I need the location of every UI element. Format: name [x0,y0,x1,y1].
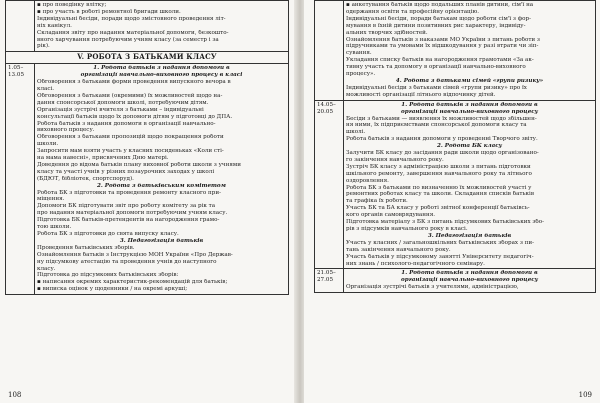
text-line: виховного процесу. [37,127,95,134]
text-line: про надання матеріальної допомоги потребуючим учням класу. [37,210,228,217]
text-line: підручниками та умовами їх відшкодування у разі втрати чи зіп- [346,43,539,50]
subsection-heading: 2. Робота БК класу [436,143,503,150]
text-line: школі. [346,129,366,136]
subsection-heading: організації навчально-виховного процесу [400,108,539,115]
text-line: ремонтних роботах класу та школи. Складання списків батьків [346,191,534,198]
content-cell [344,100,596,269]
text-line: Обговорення з батьками форми проведення випускного вечора в [37,79,231,86]
subsection-heading: 3. Педагогізація батьків [427,232,512,239]
text-line: альних творчих здібностей. [346,29,428,36]
bullet-item: ▪ виписка оцінок у щоденники / на окремі аркуші; [37,286,286,293]
content-cell [344,269,596,293]
text-line: тань закінчення навчального року. [346,246,451,253]
text-line: Участь БК та БА класу у роботі звітної конференції батьківсь- [346,205,530,212]
text-line: Проведення батьківських зборів. [37,244,135,251]
text-line: (БДЮТ, бібліотек, спортспоруд). [37,175,134,182]
text-line: Підготовка до підсумкових батьківських зборів: [37,272,179,279]
text-line: Укладання списку батьків на нагородження грамотами «За ак- [346,57,534,64]
text-line: одержання освіти та професійну орієнтацію. [346,8,480,15]
date-line: 14.05– [317,101,336,108]
bullet-item: ▪ про поведінку влітку; [37,2,286,9]
text-line: класу. [37,265,56,272]
text-line: Індивідуальні бесіди з батьками сімей «групи ризику» про їх [346,84,527,91]
bullet-item: ▪ про участь в роботі ремонтної бригади школи. [37,9,286,16]
bullet-item: ▪ анкетування батьків щодо подальших планів дитини, сім'ї на [346,2,593,9]
text-line: Підготовка БК батьків-претендентів на нагородження грамо- [37,217,220,224]
text-line: дання спонсорської допомоги школі, потребуючим дітям. [37,99,209,106]
text-line: кого органів самоврядування. [346,212,436,219]
text-line: них знань / психолого-педагогічного семінару. [346,260,485,267]
text-line: Робота БК з підготовки та проведення ремонту класного при- [37,189,221,196]
text-line: рік). [37,43,50,50]
text-line: можливості організації літнього відпочинку дітей. [346,91,496,98]
text-line: Доведення до відома батьків плану виховної роботи школи з учнями [37,161,241,168]
bullet-item: ▪ написання окремих характеристик-рекомендацій для батьків; [37,279,286,286]
content-cell [35,64,289,295]
text-line: тивну участь та допомогу в організації навчально-виховного [346,64,526,71]
text-line: Запросити мам взяти участь у класних посиденьках «Коли сті- [37,148,224,155]
text-line: Підготовка матеріалу з БК з питань підсумкових батьківських збо- [346,219,545,226]
text-line: Робота БК з підготовки до свята випуску класу. [37,231,179,237]
text-line: вного харчування потребуючим учням класу (за семестр і за [37,36,219,43]
text-line: Участь у класних / загальношкільних батьківських зборах з пи- [346,239,535,246]
text-line: Індивідуальні бесіди, поради батькам щодо роботи сім'ї з фор- [346,15,531,22]
text-line: сування. [346,50,372,57]
content-cell [344,1,596,101]
text-line: Робота батьків з надання допомоги у проведенні Творчого звіту. [346,136,538,143]
table-row [6,64,289,295]
text-line: та графіка їх роботи. [346,198,408,205]
table-row [315,269,596,293]
text-line: Зустріч БК класу з адміністрацією школи з питань підготовки [346,163,531,170]
subsection-heading: 2. Робота з батьківським комітетом [97,182,226,189]
section-row [6,52,289,64]
text-line: Робота БК з батьками по визначенню їх можливостей участі у [346,184,532,191]
left-schedule-table [5,0,289,295]
section-title: V. РОБОТА З БАТЬКАМИ КЛАСУ [6,52,289,64]
text-line: ніх канікул. [37,22,72,29]
text-line: Складання звіту про надання матеріальної допомоги, безкошто- [37,29,229,36]
text-line: Бесіди з батьками — виявлення їх можливостей щодо збільшен- [346,115,537,122]
text-line: Робота батьків з надання допомоги в організації навчально- [37,120,216,127]
subsection-heading: 1. Робота батьків з надання допомоги в [401,101,538,108]
right-schedule-table [314,0,596,293]
left-page [0,0,296,403]
date-line: 13.05 [8,72,25,79]
text-line: Обговорення з батьками (окремими) їх можливостей щодо на- [37,92,223,99]
date-text [8,65,32,79]
table-row [315,100,596,269]
text-line: Ознайомлення батьків з Інструкцією МОН України «Про Держав- [37,251,233,258]
text-line: консультації батьків щодо їх допомоги дітям у підготовці до ДПА. [37,113,233,120]
text-line: Допомоги БК підготувати звіт про роботу комітету за рік та [37,203,216,210]
text-line: Ознайомлення батьків з наказами МО України з питань роботи з [346,36,540,43]
date-cell [315,100,344,269]
date-cell [315,269,344,293]
text-line: школи. [37,141,59,148]
text-line: процесу». [346,71,376,78]
text-line: шкільного ремонту, завершення навчального року та літнього [346,170,532,177]
content-cell [35,1,289,52]
subsection-heading: організації навчально-виховного процесу в класі [80,72,243,79]
table-row [315,1,596,101]
subsection-heading: організації навчально-виховного процесу [400,277,539,284]
text-line: мування в їхній дитини позитивних рис характеру, індивіду- [346,22,526,29]
date-cell [6,1,35,52]
text-line: класу та участі учнів у різних позаурочних заходах у школі [37,168,215,175]
subsection-heading: 1. Робота батьків з надання допомоги в [93,65,230,72]
date-line: 21.05– [317,270,336,277]
subsection-heading: 1. Робота батьків з надання допомоги в [401,270,538,277]
text-line: міщення. [37,196,65,203]
text-line: Індивідуальні бесіди, поради щодо змістовного проведення літ- [37,15,226,22]
text-line: рів з підсумків навчального року в класі. [346,226,468,232]
text-line: тою школи. [37,224,72,231]
table-row [6,1,289,52]
subsection-heading: 4. Робота з батьками сімей «групи ризику» [395,77,544,84]
date-cell [6,64,35,295]
text-line: го закінчення навчального року. [346,156,444,163]
text-line: Залучити БК класу до засідання ради школи щодо організовано- [346,150,539,157]
date-line: 20.05 [317,108,334,115]
right-page [304,0,600,403]
text-line: Організація зустрічі батьків з учителями, адміністрацією, [346,284,519,291]
text-line: ня ними, їх підприємствами спонсорської допомоги класу та [346,122,527,129]
text-line: Обговорення з батьками пропозицій щодо покращення роботи [37,134,224,141]
page-number: 109 [578,391,592,399]
text-line: класі. [37,85,55,92]
text-line: на мама навесні», присвячених Дню матері. [37,155,169,162]
date-line: 1.05– [8,65,24,72]
text-line: Участь батьків у підсумковому занятті Університету педагогіч- [346,253,534,260]
date-line: 27.05 [317,277,334,284]
page-number: 108 [8,391,22,399]
text-line: Організація зустрічі вчителя з батьками – індивідуальні [37,106,204,113]
text-line: оздоровлення. [346,177,389,184]
text-line: ну підсумкову атестацію та проведення учнів до наступного [37,258,217,265]
subsection-heading: 3. Педагогізація батьків [119,237,204,244]
date-cell [315,1,344,101]
